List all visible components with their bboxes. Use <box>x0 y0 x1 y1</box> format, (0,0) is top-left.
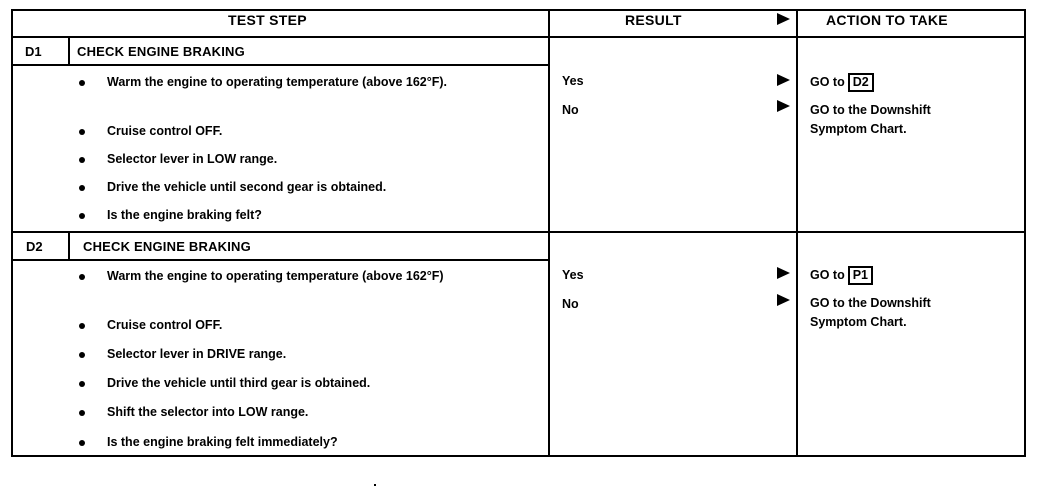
header-test-step: TEST STEP <box>228 12 307 28</box>
step-ref-p1[interactable]: P1 <box>848 266 873 285</box>
scan-speck <box>374 484 376 486</box>
step-item: Cruise control OFF. <box>107 124 223 138</box>
result-column-rule <box>548 9 550 457</box>
bullet-icon <box>79 410 85 416</box>
result-yes: Yes <box>562 268 584 282</box>
bullet-icon <box>79 352 85 358</box>
d2-id-rule <box>68 231 70 259</box>
step-divider <box>11 231 1026 233</box>
step-item: Is the engine braking felt? <box>107 208 262 222</box>
bullet-icon <box>79 440 85 446</box>
step-item: Drive the vehicle until second gear is obtained. <box>107 180 387 194</box>
action-chart: GO to the Downshift Symptom Chart. <box>810 296 931 329</box>
action-goto-label: GO to <box>810 268 845 282</box>
action-goto <box>810 73 1010 92</box>
step-id: D2 <box>26 239 43 254</box>
bullet-icon <box>79 381 85 387</box>
d1-id-rule <box>68 36 70 64</box>
result-yes: Yes <box>562 74 584 88</box>
step-title: CHECK ENGINE BRAKING <box>83 239 251 254</box>
bullet-icon <box>79 274 85 280</box>
header-arrow-icon <box>777 13 790 25</box>
step-item: Selector lever in DRIVE range. <box>107 347 287 361</box>
action-column-rule <box>796 9 798 457</box>
step-item: Cruise control OFF. <box>107 318 223 332</box>
bullet-icon <box>79 129 85 135</box>
bullet-icon <box>79 185 85 191</box>
header-action: ACTION TO TAKE <box>826 12 948 28</box>
arrow-icon <box>777 100 790 112</box>
step-item: Is the engine braking felt immediately? <box>107 435 338 449</box>
bullet-icon <box>79 80 85 86</box>
action-goto-label: GO to <box>810 75 845 89</box>
bullet-icon <box>79 157 85 163</box>
arrow-icon <box>777 267 790 279</box>
action-chart: GO to the Downshift Symptom Chart. <box>810 103 931 136</box>
step-id: D1 <box>25 44 42 59</box>
step-item: Warm the engine to operating temperature (above 162°F). <box>107 75 448 89</box>
step-item: Shift the selector into LOW range. <box>107 405 309 419</box>
action-goto <box>810 266 1010 285</box>
step-item: Selector lever in LOW range. <box>107 152 278 166</box>
step-item: Warm the engine to operating temperature (above 162°F) <box>107 269 444 283</box>
header-rule <box>11 36 1026 38</box>
step-ref-d2[interactable]: D2 <box>848 73 874 92</box>
step-item: Drive the vehicle until third gear is obtained. <box>107 376 371 390</box>
d1-title-rule <box>11 64 548 66</box>
bullet-icon <box>79 213 85 219</box>
step-title: CHECK ENGINE BRAKING <box>77 44 245 59</box>
result-no: No <box>562 103 579 117</box>
header-result: RESULT <box>625 12 682 28</box>
d2-title-rule <box>11 259 548 261</box>
arrow-icon <box>777 74 790 86</box>
arrow-icon <box>777 294 790 306</box>
result-no: No <box>562 297 579 311</box>
bullet-icon <box>79 323 85 329</box>
